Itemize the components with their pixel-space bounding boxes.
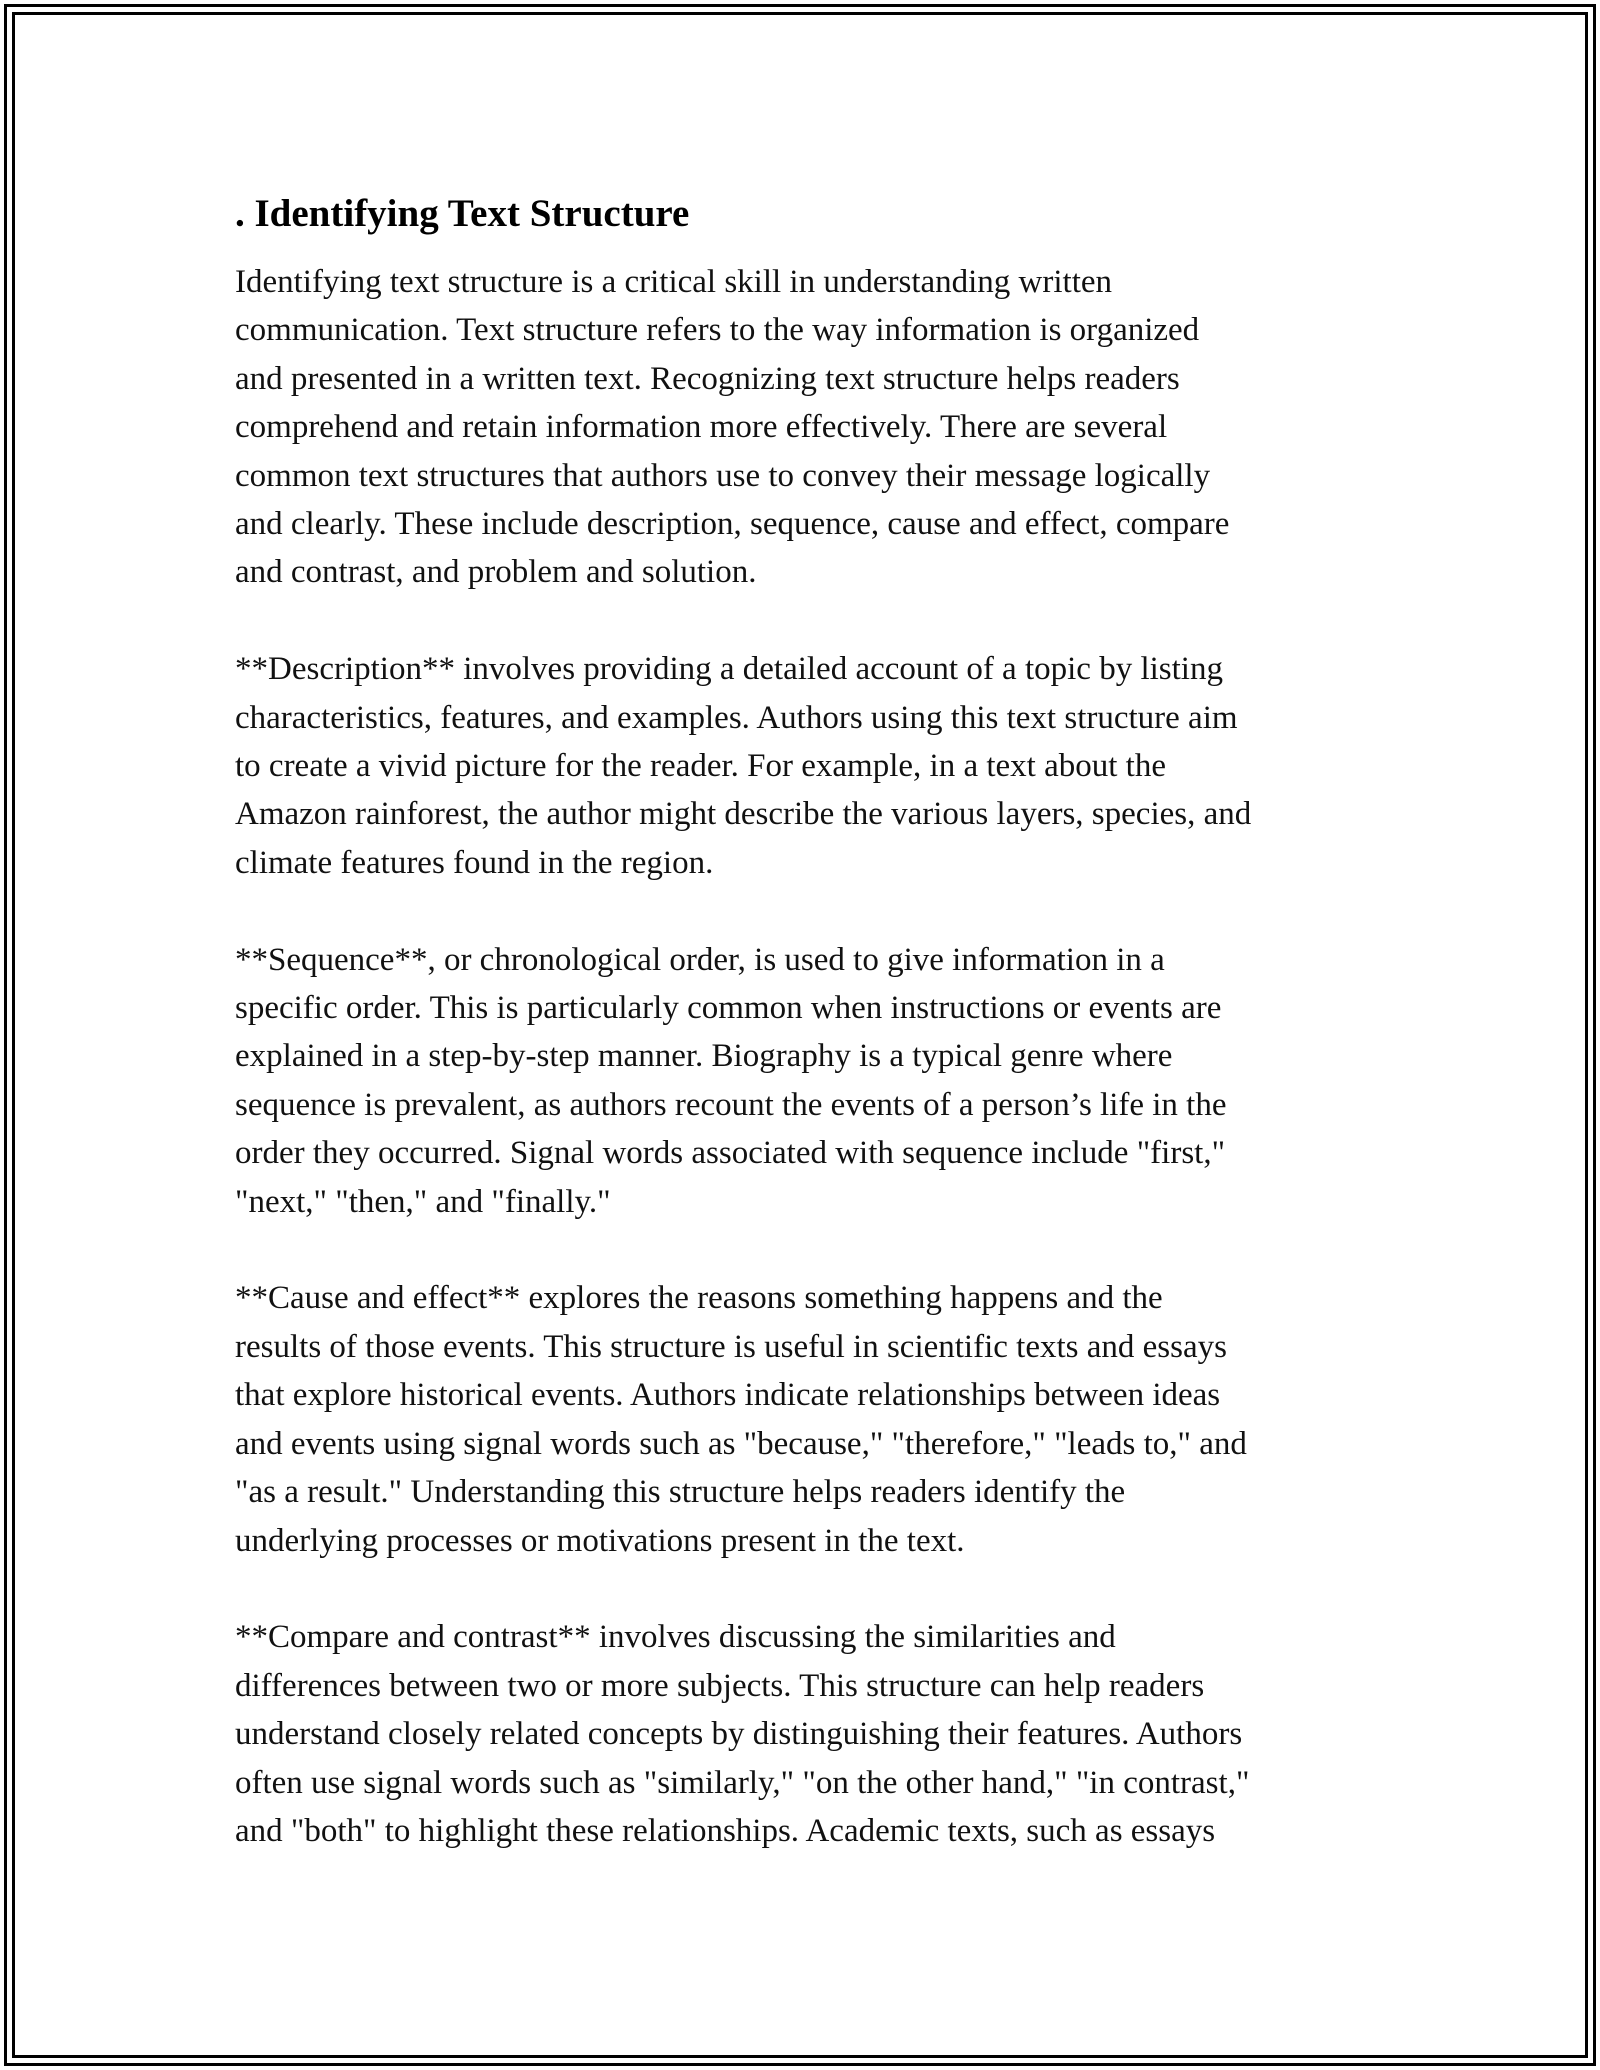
paragraph-sequence bbox=[235, 936, 1385, 1275]
text-line: "next," "then," and "finally." bbox=[235, 1183, 611, 1220]
text-line: results of those events. This structure is useful in scientific texts and essays bbox=[235, 1328, 1227, 1365]
text-line: comprehend and retain information more effectively. There are several bbox=[235, 409, 1168, 446]
paragraph-cause-and-effect bbox=[235, 1274, 1385, 1613]
text-line: **Sequence**, or chronological order, is used to give information in a bbox=[235, 941, 1165, 978]
text-line: Amazon rainforest, the author might describe the various layers, species, and bbox=[235, 796, 1252, 833]
text-line: differences between two or more subjects. This structure can help readers bbox=[235, 1667, 1205, 1704]
text-line: **Compare and contrast** involves discussing the similarities and bbox=[235, 1619, 1116, 1656]
document-body bbox=[235, 186, 1385, 1855]
text-line: understand closely related concepts by distinguishing their features. Authors bbox=[235, 1716, 1243, 1753]
text-line: and events using signal words such as "because," "therefore," "leads to," and bbox=[235, 1425, 1247, 1462]
text-line: **Cause and effect** explores the reasons something happens and the bbox=[235, 1280, 1163, 1317]
text-line: Identifying text structure is a critical skill in understanding written bbox=[235, 264, 1113, 300]
text-line: communication. Text structure refers to the way information is organized bbox=[235, 312, 1200, 349]
text-line: and contrast, and problem and solution. bbox=[235, 554, 757, 591]
text-line: often use signal words such as "similarly," "on the other hand," "in contrast," bbox=[235, 1764, 1250, 1801]
text-line: common text structures that authors use to convey their message logically bbox=[235, 457, 1211, 494]
paragraph-compare-and-contrast bbox=[235, 1613, 1385, 1855]
text-line: and clearly. These include description, sequence, cause and effect, compare bbox=[235, 506, 1230, 543]
text-line: underlying processes or motivations present in the text. bbox=[235, 1522, 965, 1559]
text-line: specific order. This is particularly common when instructions or events are bbox=[235, 990, 1222, 1027]
text-line: climate features found in the region. bbox=[235, 844, 714, 881]
text-line: to create a vivid picture for the reader. For example, in a text about the bbox=[235, 748, 1166, 785]
section-heading: . Identifying Text Structure bbox=[235, 192, 690, 235]
paragraph-description bbox=[235, 645, 1385, 935]
text-line: and "both" to highlight these relationships. Academic texts, such as essays bbox=[235, 1812, 1216, 1849]
paragraph-intro bbox=[235, 258, 1385, 645]
text-line: explained in a step-by-step manner. Biography is a typical genre where bbox=[235, 1038, 1173, 1075]
text-line: characteristics, features, and examples. Authors using this text structure aim bbox=[235, 699, 1238, 736]
text-line: order they occurred. Signal words associated with sequence include "first," bbox=[235, 1135, 1226, 1172]
text-line: **Description** involves providing a detailed account of a topic by listing bbox=[235, 651, 1223, 688]
text-line: and presented in a written text. Recognizing text structure helps readers bbox=[235, 360, 1180, 397]
text-line: sequence is prevalent, as authors recount the events of a person’s life in the bbox=[235, 1086, 1227, 1123]
text-line: "as a result." Understanding this structure helps readers identify the bbox=[235, 1474, 1126, 1511]
text-line: that explore historical events. Authors indicate relationships between ideas bbox=[235, 1377, 1221, 1414]
